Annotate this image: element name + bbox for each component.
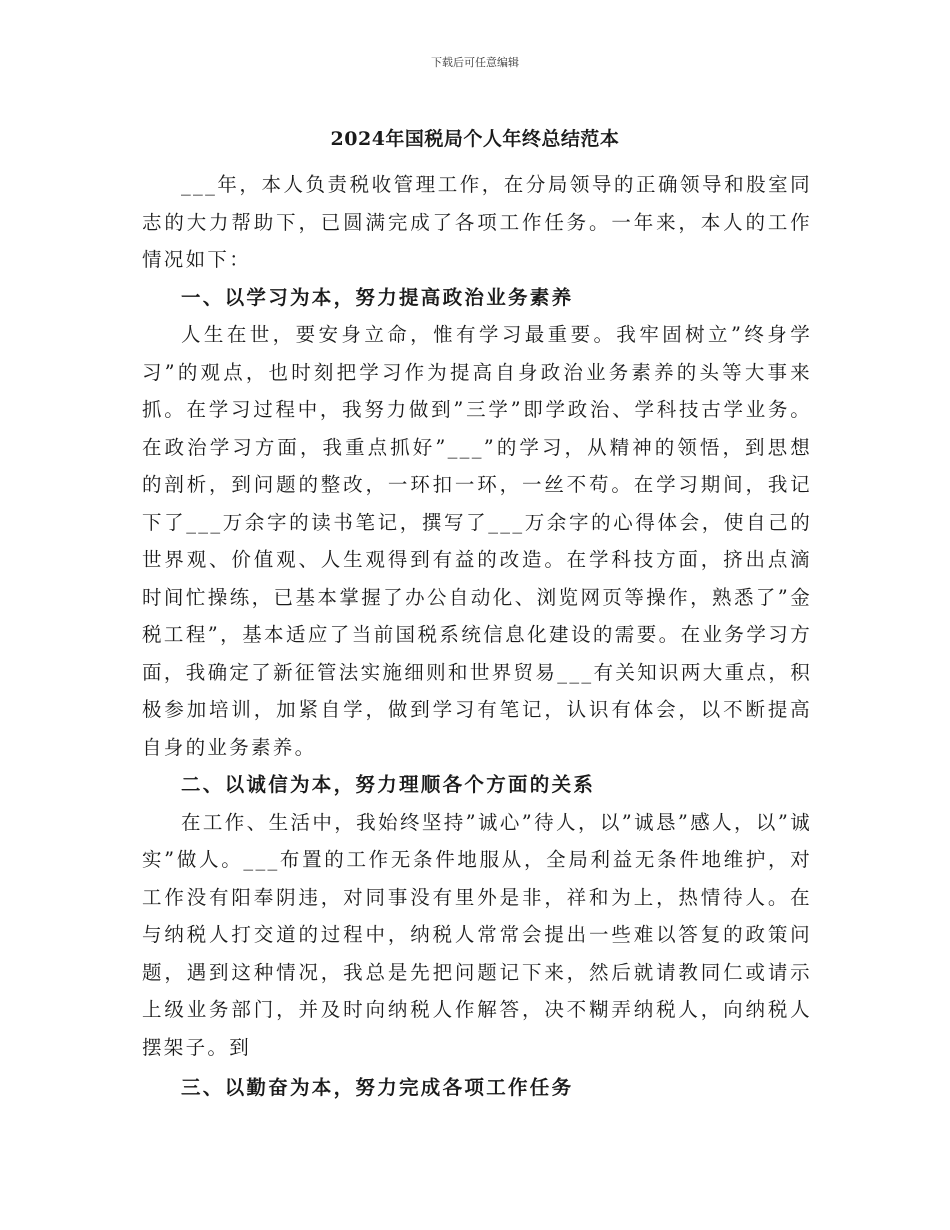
document-body xyxy=(142,166,812,1107)
section-1-paragraph: 人生在世，要安身立命，惟有学习最重要。我牢固树立”终身学习”的观点，也时刻把学习作为提高自身政治业务素养的头等大事来抓。在学习过程中，我努力做到”三学”即学政治、学科技古学业务。在政治学习方面，我重点抓好”___”的学习，从精神的领悟，到思想的剖析，到问题的整改，一环扣一环，一丝不苟。在学习期间，我记下了___万余字的读书笔记，撰写了___万余字的心得体会，使自己的世界观、价值观、人生观得到有益的改造。在学科技方面，挤出点滴时间忙操练，已基本掌握了办公自动化、浏览网页等操作，熟悉了”金税工程”，基本适应了当前国税系统信息化建设的需要。在业务学习方面，我确定了新征管法实施细则和世界贸易___有关知识两大重点，积极参加培训，加紧自学，做到学习有笔记，认识有体会，以不断提高自身的业务素养。 xyxy=(142,323,812,759)
header-note: 下载后可任意编辑 xyxy=(431,56,519,69)
section-2-paragraph: 在工作、生活中，我始终坚持”诚心”待人，以”诚恳”感人，以”诚实”做人。___布置的工作无条件地服从，全局利益无条件地维护，对工作没有阳奉阴违，对同事没有里外是非，祥和为上，热情待人。在与纳税人打交道的过程中，纳税人常常会提出一些难以答复的政策问题，遇到这种情况，我总是先把问题记下来，然后就请教同仁或请示上级业务部门，并及时向纳税人作解答，决不糊弄纳税人，向纳税人摆架子。到 xyxy=(142,810,812,1059)
section-3-heading: 三、以勤奋为本，努力完成各项工作任务 xyxy=(181,1076,574,1099)
document-title: 2024年国税局个人年终总结范本 xyxy=(330,128,620,150)
section-2-heading: 二、以诚信为本，努力理顺各个方面的关系 xyxy=(181,773,596,796)
section-1-heading: 一、以学习为本，努力提高政治业务素养 xyxy=(181,285,574,309)
intro-paragraph: ___年，本人负责税收管理工作，在分局领导的正确领导和股室同志的大力帮助下，已圆满完成了各项工作任务。一年来，本人的工作情况如下： xyxy=(142,173,812,271)
